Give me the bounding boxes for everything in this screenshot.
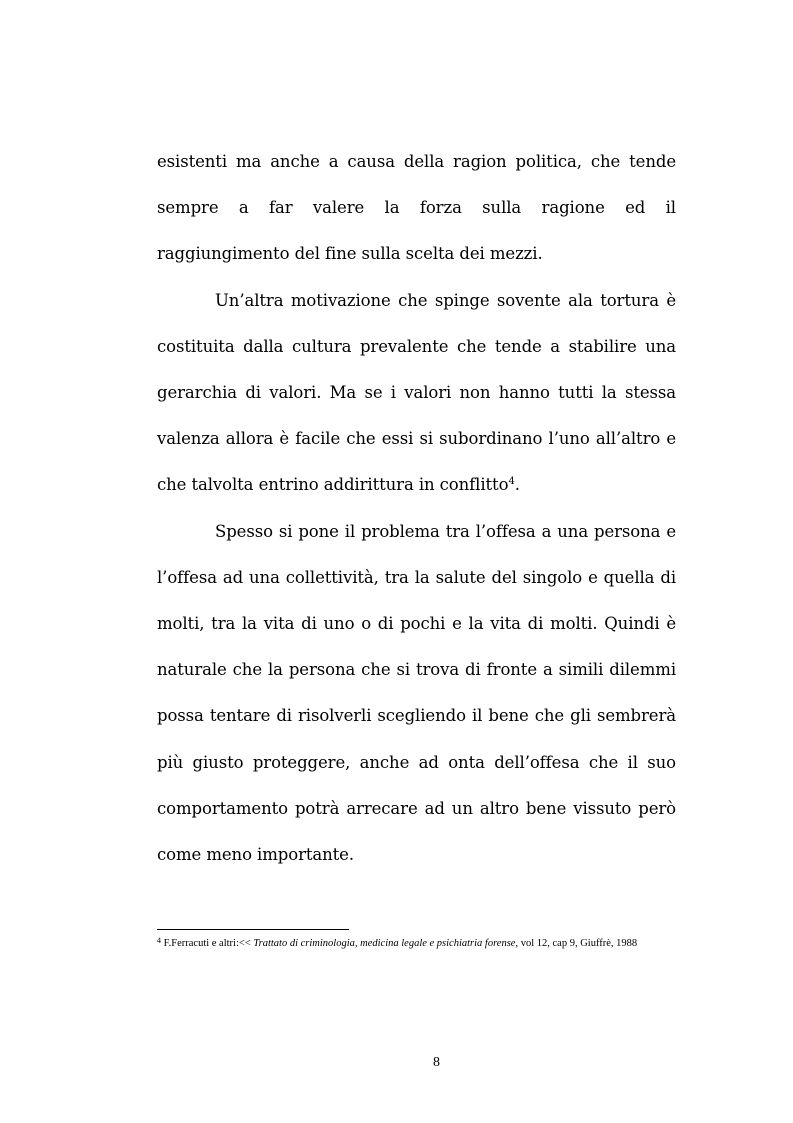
footnote-mark: 4: [157, 936, 161, 945]
paragraph-2: [157, 278, 676, 509]
footnote-lead: F.Ferracuti e altri:<<: [161, 938, 254, 949]
page-number: 8: [433, 1055, 440, 1070]
paragraph-3: Spesso si pone il problema tra l’offesa a una persona e l’offesa ad una collettività, tra la salute del singolo e quella di molti, tra la vita di uno o di pochi e la vita di molti. Quindi è naturale che la persona che si trova di fronte a simili dilemmi possa tentare di risolverli scegliendo il bene che gli sembrerà più giusto proteggere, anche ad onta dell’offesa che il suo comportamento potrà arrecare ad un altro bene vissuto però come meno importante.: [157, 521, 676, 865]
footnote-separator: [157, 929, 349, 930]
footnote-tail: vol 12, cap 9, Giuffrè, 1988: [518, 938, 638, 949]
footnote: [157, 936, 685, 952]
paragraph-2-end: .: [514, 475, 520, 495]
footnote-title: Trattato di criminologia, medicina legale e psichiatria forense,: [253, 938, 519, 949]
paragraph-2-text: Un’altra motivazione che spinge sovente ala tortura è costituita dalla cultura prevalente che tende a stabilire una gerarchia di valori. Ma se i valori non hanno tutti la stessa valenza allora è facile che essi si subordinano l’uno all’altro e che talvolta entrino addirittura in conflitto: [157, 290, 676, 495]
body-text: [157, 139, 676, 878]
footnote-reference[interactable]: 4: [508, 476, 515, 488]
paragraph-1: esistenti ma anche a causa della ragion politica, che tende sempre a far valere la forza sulla ragione ed il raggiungimento del fine sulla scelta dei mezzi.: [157, 152, 676, 264]
